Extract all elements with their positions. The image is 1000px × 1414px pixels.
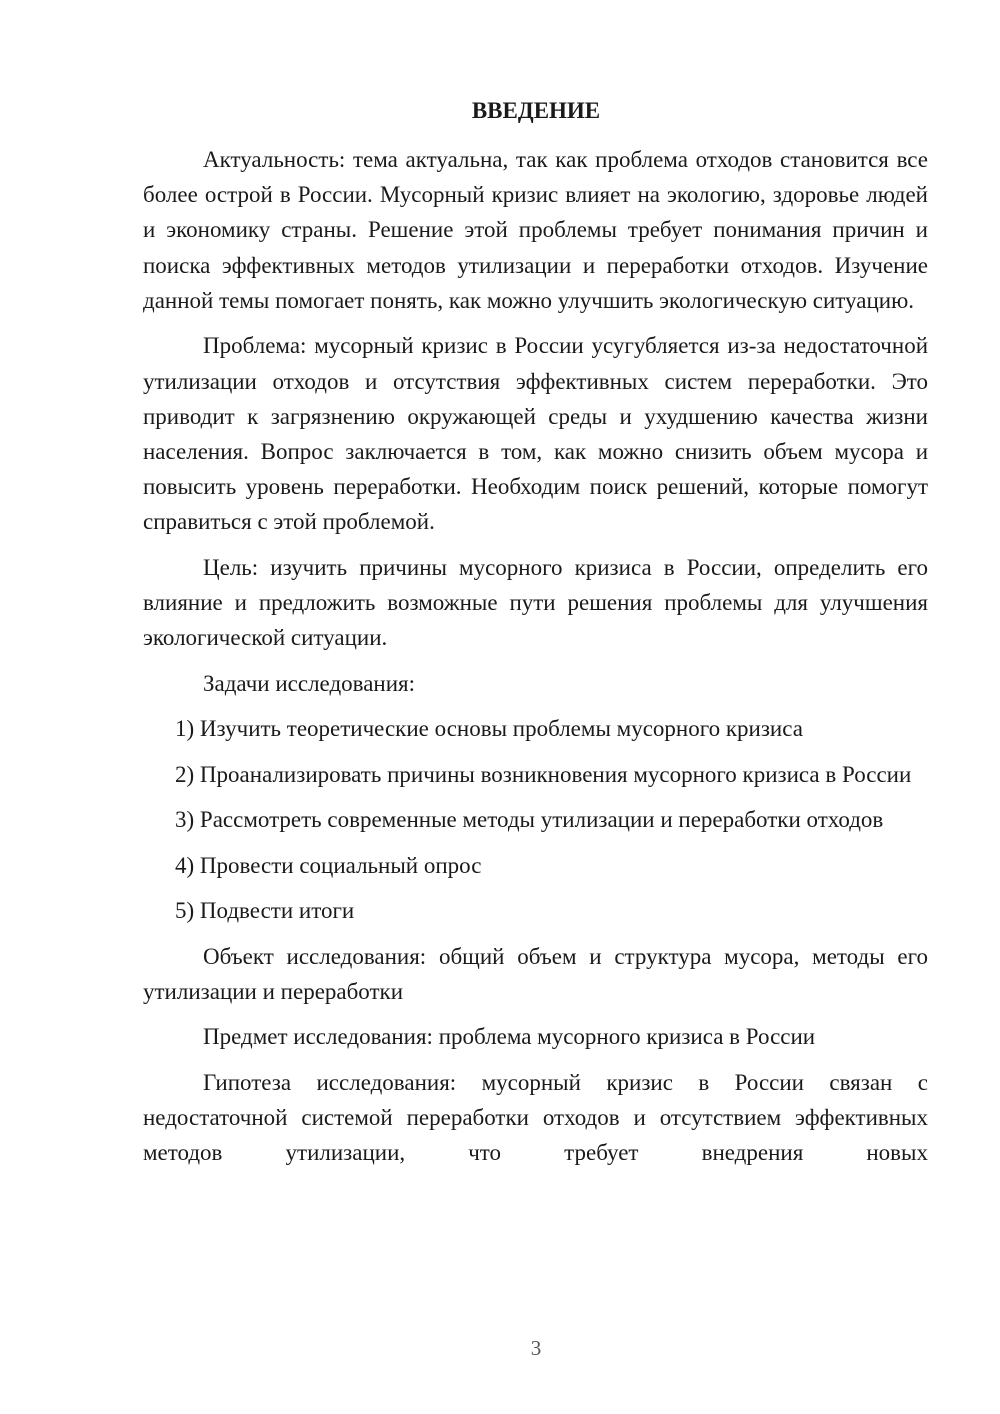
body-text (143, 142, 928, 1171)
task-item: 4) Провести социальный опрос (175, 852, 482, 878)
page-number: 3 (530, 1336, 542, 1360)
section-heading: ВВЕДЕНИЕ (471, 98, 601, 123)
paragraph-goal: Цель: изучить причины мусорного кризиса в России, определить его влияние и предложить возможные пути решения проблемы для улучшения экологической ситуации. (143, 554, 928, 651)
task-item: 1) Изучить теоретические основы проблемы мусорного кризиса (175, 716, 803, 742)
paragraph-hypothesis: Гипотеза исследования: мусорный кризис в России связан с недостаточной системой переработки отходов и отсутствием эффективных методов утилизации, что требует внедрения новых (143, 1069, 928, 1166)
paragraph-tasks-heading: Задачи исследования: (203, 670, 416, 696)
paragraph-object: Объект исследования: общий объем и структура мусора, методы его утилизации и переработки (143, 943, 928, 1004)
paragraph-subject: Предмет исследования: проблема мусорного кризиса в России (203, 1024, 816, 1050)
task-item: 2) Проанализировать причины возникновения мусорного кризиса в России (175, 761, 912, 787)
paragraph-relevance: Актуальность: тема актуальна, так как проблема отходов становится все более острой в России. Мусорный кризис влияет на экологию, здоровье людей и экономику страны. Решение этой проблемы требует понимания причин и поиска эффективных методов утилизации и переработки отходов. Изучение данной темы помогает понять, как можно улучшить экологическую ситуацию. (143, 147, 928, 313)
task-item: 3) Рассмотреть современные методы утилизации и переработки отходов (175, 807, 884, 833)
task-item: 5) Подвести итоги (175, 898, 355, 924)
paragraph-problem: Проблема: мусорный кризис в России усугубляется из-за недостаточной утилизации отходов и отсутствия эффективных систем переработки. Это приводит к загрязнению окружающей среды и ухудшению качества жизни населения. Вопрос заключается в том, как можно снизить объем мусора и повысить уровень переработки. Необходим поиск решений, которые помогут справиться с этой проблемой. (143, 333, 928, 535)
